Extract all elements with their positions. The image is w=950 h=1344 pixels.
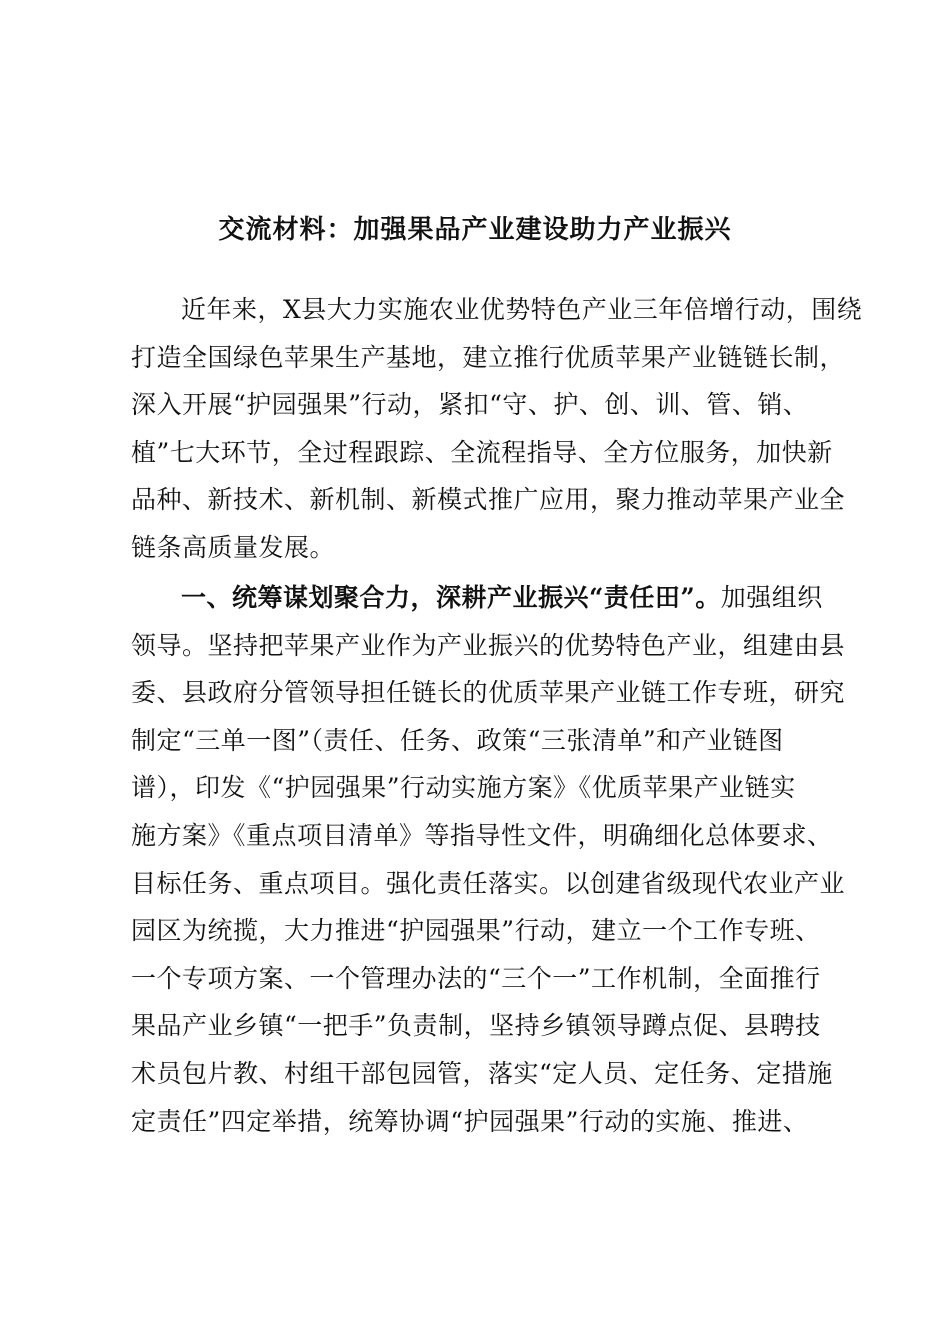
text-line: 深入开展“护园强果”行动，紧扣“守、护、创、训、管、销、 — [131, 390, 809, 420]
text-line: 园区为统揽，大力推进“护园强果”行动，建立一个工作专班、 — [131, 916, 821, 946]
text-line: 打造全国绿色苹果生产基地，建立推行优质苹果产业链链长制， — [131, 342, 846, 372]
paragraph-section-one — [131, 574, 851, 1145]
text-line: 领导。坚持把苹果产业作为产业振兴的优势特色产业，组建由县 — [131, 630, 846, 660]
document-title: 交流材料：加强果品产业建设助力产业振兴 — [218, 215, 732, 245]
paragraph-intro — [131, 286, 863, 572]
text-line: 委、县政府分管领导担任链长的优质苹果产业链工作专班，研究 — [131, 678, 846, 708]
text-line: 一个专项方案、一个管理办法的“三个一”工作机制，全面推行 — [131, 963, 821, 993]
section-heading-continuation: 加强组织 — [720, 583, 823, 612]
text-line: 品种、新技术、新机制、新模式推广应用，聚力推动苹果产业全 — [131, 485, 846, 515]
text-line — [131, 574, 851, 622]
text-line: 术员包片教、村组干部包园管，落实“定人员、定任务、定措施 — [131, 1058, 833, 1088]
text-line: 定责任”四定举措，统筹协调“护园强果”行动的实施、推进、 — [131, 1106, 809, 1136]
text-line: 制定“三单一图”（责任、任务、政策“三张清单”和产业链图 — [131, 725, 784, 755]
text-line: 果品产业乡镇“一把手”负责制，坚持乡镇领导蹲点促、县聘技 — [131, 1011, 821, 1041]
text-line: 植”七大环节，全过程跟踪、全流程指导、全方位服务，加快新 — [131, 437, 833, 467]
text-line: 谱），印发《“护园强果”行动实施方案》《优质苹果产业链实 — [131, 773, 796, 803]
text-line: 目标任务、重点项目。强化责任落实。以创建省级现代农业产业 — [131, 868, 846, 898]
section-heading: 一、统筹谋划聚合力，深耕产业振兴“责任田”。 — [181, 583, 721, 612]
text-line: 近年来，X县大力实施农业优势特色产业三年倍增行动，围绕 — [181, 295, 863, 324]
text-line: 链条高质量发展。 — [131, 532, 336, 562]
text-line: 施方案》《重点项目清单》等指导性文件，明确细化总体要求、 — [131, 820, 833, 850]
